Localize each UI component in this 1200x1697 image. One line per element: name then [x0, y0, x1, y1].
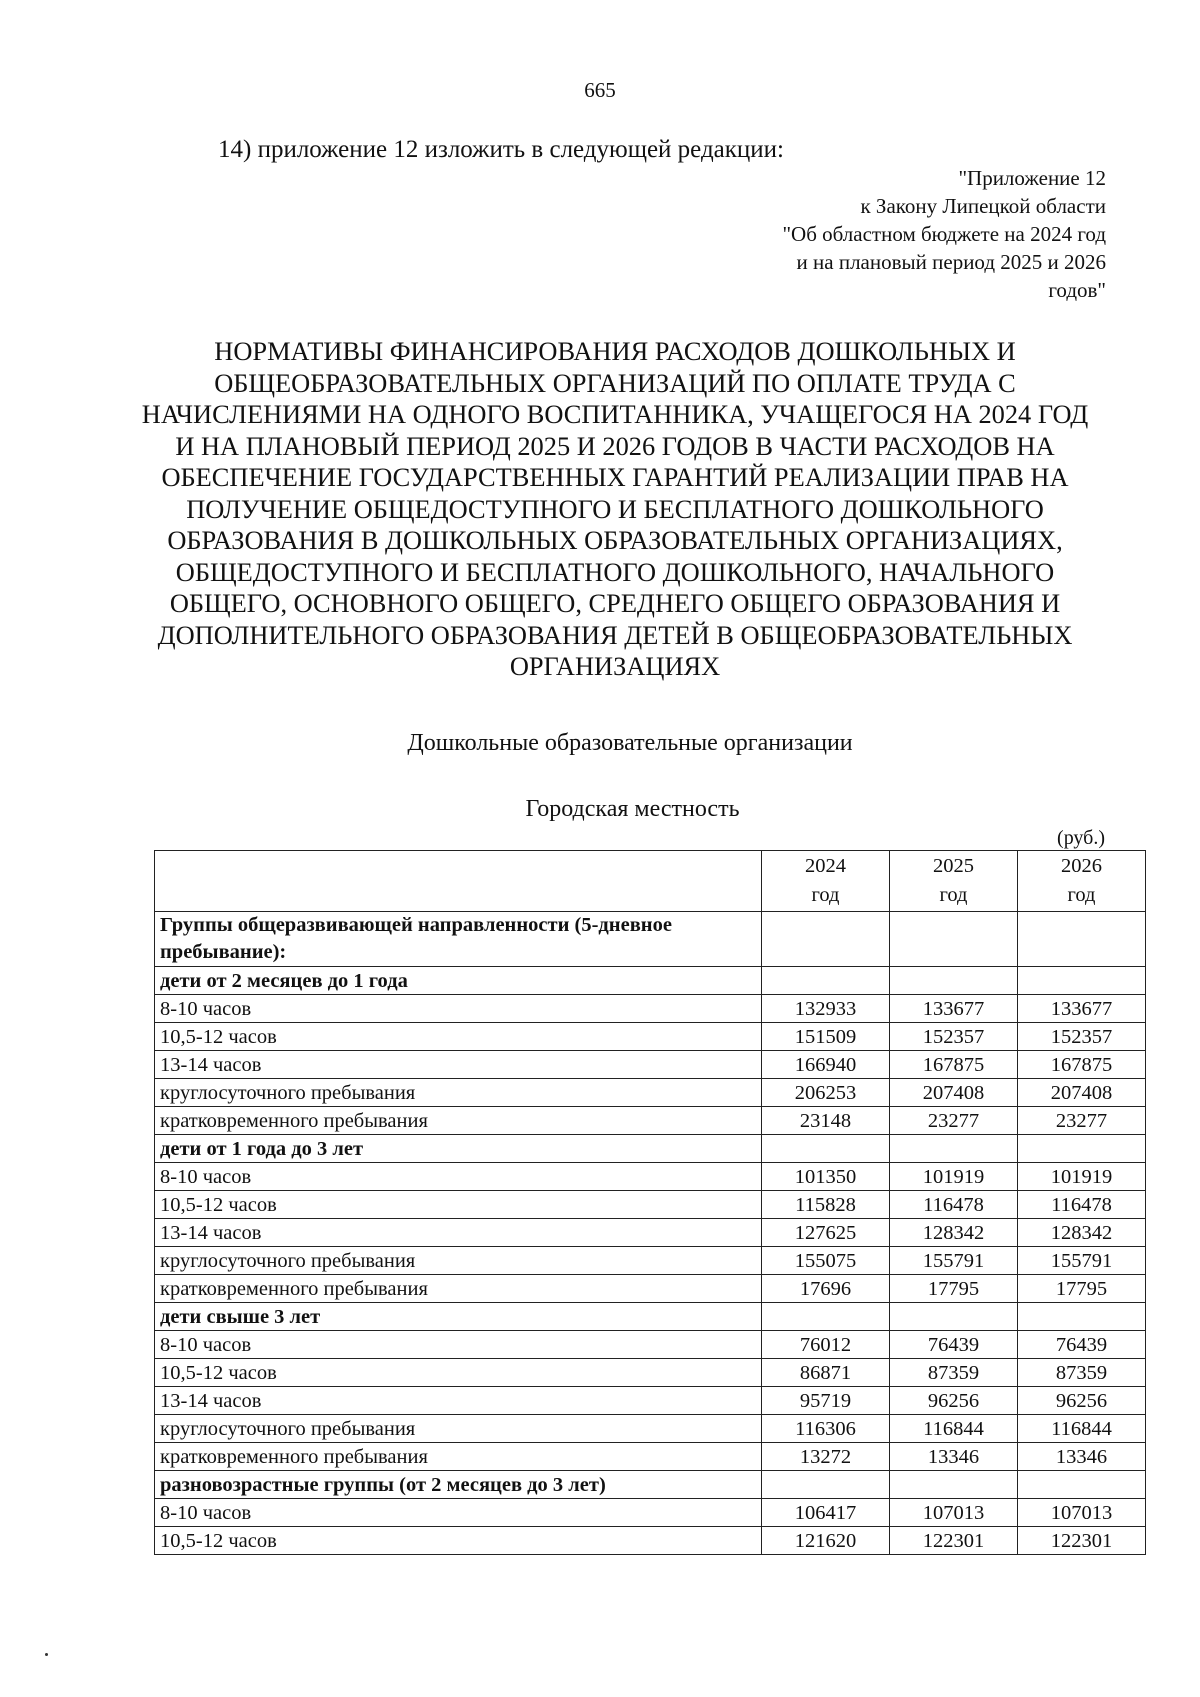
value-cell-2025 — [890, 912, 1018, 967]
table-row — [155, 1163, 1146, 1191]
value-cell-2025: 23277 — [890, 1107, 1018, 1135]
value-cell-2025: 116478 — [890, 1191, 1018, 1219]
value-cell-2026: 167875 — [1018, 1051, 1146, 1079]
table-row — [155, 1275, 1146, 1303]
value-cell-2024: 206253 — [762, 1079, 890, 1107]
norms-table — [154, 850, 1146, 1555]
value-cell-2026: 133677 — [1018, 995, 1146, 1023]
table-header-row — [155, 851, 1146, 912]
value-cell-2026 — [1018, 1471, 1146, 1499]
row-label-cell: круглосуточного пребывания — [155, 1247, 762, 1275]
table-row — [155, 1191, 1146, 1219]
row-label-cell: 8-10 часов — [155, 1499, 762, 1527]
value-cell-2026: 96256 — [1018, 1387, 1146, 1415]
value-cell-2026 — [1018, 1135, 1146, 1163]
row-label-cell: 8-10 часов — [155, 1331, 762, 1359]
value-cell-2025 — [890, 1135, 1018, 1163]
value-cell-2025: 13346 — [890, 1443, 1018, 1471]
row-label-cell: кратковременного пребывания — [155, 1107, 762, 1135]
value-cell-2026 — [1018, 967, 1146, 995]
value-cell-2024: 106417 — [762, 1499, 890, 1527]
value-cell-2025: 76439 — [890, 1331, 1018, 1359]
appendix-ref-line: к Закону Липецкой области — [860, 194, 1106, 218]
table-group-row — [155, 1135, 1146, 1163]
value-cell-2025 — [890, 1471, 1018, 1499]
value-cell-2025: 96256 — [890, 1387, 1018, 1415]
value-cell-2025: 167875 — [890, 1051, 1018, 1079]
value-cell-2025: 128342 — [890, 1219, 1018, 1247]
value-cell-2025: 133677 — [890, 995, 1018, 1023]
value-cell-2024: 101350 — [762, 1163, 890, 1191]
value-cell-2025: 207408 — [890, 1079, 1018, 1107]
group-label-cell: дети от 2 месяцев до 1 года — [155, 967, 762, 995]
row-label-cell: 10,5-12 часов — [155, 1527, 762, 1555]
value-cell-2024 — [762, 1471, 890, 1499]
value-cell-2025 — [890, 967, 1018, 995]
value-cell-2025: 122301 — [890, 1527, 1018, 1555]
group-label-cell: Группы общеразвивающей направленности (5-дневное пребывание): — [155, 912, 762, 967]
value-cell-2024: 17696 — [762, 1275, 890, 1303]
value-cell-2024: 115828 — [762, 1191, 890, 1219]
value-cell-2024: 116306 — [762, 1415, 890, 1443]
scan-speck — [45, 1653, 48, 1656]
header-year-2025: 2025 год — [890, 851, 1018, 912]
appendix-ref-line: "Об областном бюджете на 2024 год — [782, 222, 1106, 246]
value-cell-2024: 155075 — [762, 1247, 890, 1275]
table-row — [155, 1219, 1146, 1247]
row-label-cell: 10,5-12 часов — [155, 1359, 762, 1387]
value-cell-2024 — [762, 967, 890, 995]
table-group-row — [155, 1303, 1146, 1331]
value-cell-2026: 87359 — [1018, 1359, 1146, 1387]
table-row — [155, 995, 1146, 1023]
table-row — [155, 1331, 1146, 1359]
document-title: НОРМАТИВЫ ФИНАНСИРОВАНИЯ РАСХОДОВ ДОШКОЛЬНЫХ И ОБЩЕОБРАЗОВАТЕЛЬНЫХ ОРГАНИЗАЦИЙ ПО ОПЛАТЕ ТРУДА С НАЧИСЛЕНИЯМИ НА ОДНОГО ВОСПИТАННИКА, УЧАЩЕГОСЯ НА 2024 ГОД И НА ПЛАНОВЫЙ ПЕРИОД 2025 И 2026 ГОДОВ В ЧАСТИ РАСХОДОВ НА ОБЕСПЕЧЕНИЕ ГОСУДАРСТВЕННЫХ ГАРАНТИЙ РЕАЛИЗАЦИИ ПРАВ НА ПОЛУЧЕНИЕ ОБЩЕДОСТУПНОГО И БЕСПЛАТНОГО ДОШКОЛЬНОГО ОБРАЗОВАНИЯ В ДОШКОЛЬНЫХ ОБРАЗОВАТЕЛЬНЫХ ОРГАНИЗАЦИЯХ, ОБЩЕДОСТУПНОГО И БЕСПЛАТНОГО ДОШКОЛЬНОГО, НАЧАЛЬНОГО ОБЩЕГО, ОСНОВНОГО ОБЩЕГО, СРЕДНЕГО ОБЩЕГО ОБРАЗОВАНИЯ И ДОПОЛНИТЕЛЬНОГО ОБРАЗОВАНИЯ ДЕТЕЙ В ОБЩЕОБРАЗОВАТЕЛЬНЫХ ОРГАНИЗАЦИЯХ — [141, 336, 1089, 681]
value-cell-2026: 101919 — [1018, 1163, 1146, 1191]
value-cell-2024 — [762, 1135, 890, 1163]
group-label-cell: разновозрастные группы (от 2 месяцев до 3 лет) — [155, 1471, 762, 1499]
value-cell-2026: 23277 — [1018, 1107, 1146, 1135]
value-cell-2026: 13346 — [1018, 1443, 1146, 1471]
value-cell-2026: 155791 — [1018, 1247, 1146, 1275]
header-year-2026: 2026 год — [1018, 851, 1146, 912]
value-cell-2025: 107013 — [890, 1499, 1018, 1527]
value-cell-2025: 155791 — [890, 1247, 1018, 1275]
value-cell-2024: 23148 — [762, 1107, 890, 1135]
value-cell-2026: 116844 — [1018, 1415, 1146, 1443]
value-cell-2024: 121620 — [762, 1527, 890, 1555]
intro-text: 14) приложение 12 изложить в следующей редакции: — [218, 136, 784, 163]
table-row — [155, 1107, 1146, 1135]
value-cell-2025: 87359 — [890, 1359, 1018, 1387]
row-label-cell: кратковременного пребывания — [155, 1275, 762, 1303]
group-label-cell: дети от 1 года до 3 лет — [155, 1135, 762, 1163]
value-cell-2025 — [890, 1303, 1018, 1331]
row-label-cell: круглосуточного пребывания — [155, 1079, 762, 1107]
value-cell-2026: 207408 — [1018, 1079, 1146, 1107]
row-label-cell: 13-14 часов — [155, 1219, 762, 1247]
value-cell-2024: 95719 — [762, 1387, 890, 1415]
value-cell-2024: 127625 — [762, 1219, 890, 1247]
value-cell-2024: 76012 — [762, 1331, 890, 1359]
table-group-row — [155, 967, 1146, 995]
value-cell-2024: 86871 — [762, 1359, 890, 1387]
row-label-cell: 13-14 часов — [155, 1387, 762, 1415]
value-cell-2024: 13272 — [762, 1443, 890, 1471]
value-cell-2025: 101919 — [890, 1163, 1018, 1191]
appendix-ref-line: годов" — [1048, 278, 1106, 302]
value-cell-2026: 122301 — [1018, 1527, 1146, 1555]
table-row — [155, 1443, 1146, 1471]
section-title: Дошкольные образовательные организации — [407, 730, 853, 756]
table-row — [155, 1359, 1146, 1387]
table-group-row — [155, 1471, 1146, 1499]
page-number: 665 — [584, 78, 616, 102]
table-row — [155, 1499, 1146, 1527]
row-label-cell: 10,5-12 часов — [155, 1191, 762, 1219]
appendix-ref-line: "Приложение 12 — [958, 166, 1106, 190]
row-label-cell: 13-14 часов — [155, 1051, 762, 1079]
value-cell-2025: 116844 — [890, 1415, 1018, 1443]
table-row — [155, 1079, 1146, 1107]
appendix-ref-line: и на плановый период 2025 и 2026 — [796, 250, 1106, 274]
value-cell-2026 — [1018, 912, 1146, 967]
value-cell-2026 — [1018, 1303, 1146, 1331]
table-row — [155, 1415, 1146, 1443]
value-cell-2026: 76439 — [1018, 1331, 1146, 1359]
row-label-cell: круглосуточного пребывания — [155, 1415, 762, 1443]
row-label-cell: кратковременного пребывания — [155, 1443, 762, 1471]
table-row — [155, 1247, 1146, 1275]
row-label-cell: 8-10 часов — [155, 1163, 762, 1191]
table-group-row — [155, 912, 1146, 967]
header-empty-cell — [155, 851, 762, 912]
row-label-cell: 10,5-12 часов — [155, 1023, 762, 1051]
unit-label: (руб.) — [1057, 827, 1105, 849]
row-label-cell: 8-10 часов — [155, 995, 762, 1023]
table-row — [155, 1051, 1146, 1079]
subsection-title: Городская местность — [525, 796, 740, 822]
value-cell-2026: 116478 — [1018, 1191, 1146, 1219]
appendix-reference — [782, 164, 1106, 304]
group-label-cell: дети свыше 3 лет — [155, 1303, 762, 1331]
value-cell-2026: 17795 — [1018, 1275, 1146, 1303]
value-cell-2024: 132933 — [762, 995, 890, 1023]
table-row — [155, 1023, 1146, 1051]
value-cell-2025: 152357 — [890, 1023, 1018, 1051]
value-cell-2024 — [762, 912, 890, 967]
value-cell-2024: 151509 — [762, 1023, 890, 1051]
value-cell-2025: 17795 — [890, 1275, 1018, 1303]
value-cell-2026: 107013 — [1018, 1499, 1146, 1527]
table-row — [155, 1387, 1146, 1415]
value-cell-2026: 152357 — [1018, 1023, 1146, 1051]
table-row — [155, 1527, 1146, 1555]
value-cell-2024: 166940 — [762, 1051, 890, 1079]
header-year-2024: 2024 год — [762, 851, 890, 912]
value-cell-2024 — [762, 1303, 890, 1331]
value-cell-2026: 128342 — [1018, 1219, 1146, 1247]
